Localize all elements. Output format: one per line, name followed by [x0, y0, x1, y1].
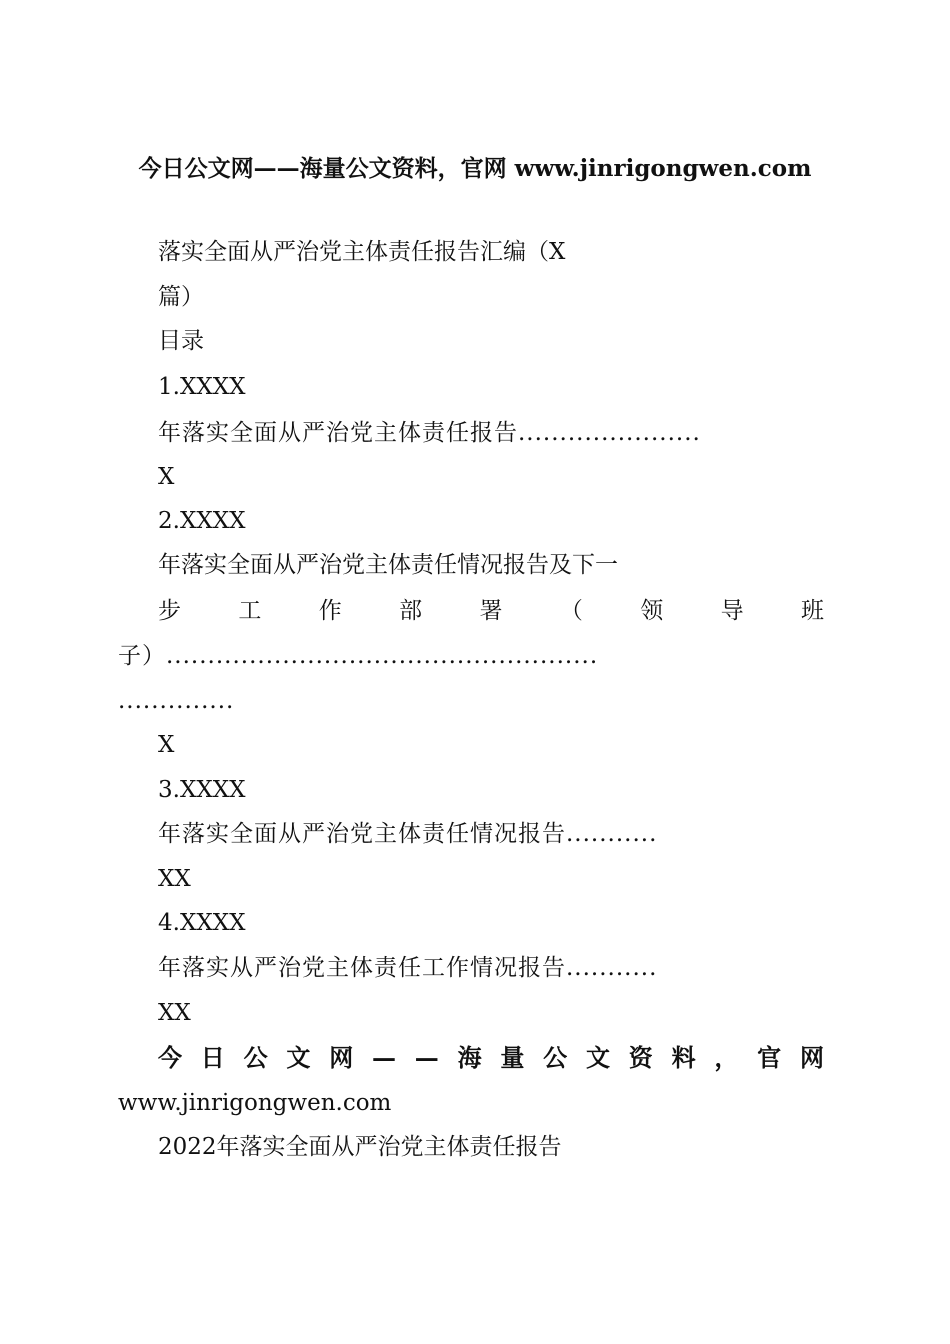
site-banner-char: ，: [714, 1043, 739, 1072]
toc-item-2-char: 班: [801, 598, 824, 624]
site-banner-char: 日: [200, 1043, 225, 1072]
toc-item-2-char: 步: [158, 598, 181, 624]
toc-item-2-char: 导: [720, 598, 744, 624]
site-banner-char: —: [414, 1043, 439, 1072]
toc-item-2-char: 部: [399, 598, 423, 624]
site-banner-char: 资: [628, 1043, 653, 1072]
toc-item-2-char: （: [559, 598, 583, 624]
site-banner-justified: [158, 1043, 824, 1072]
toc-item-2-char: 署: [479, 598, 503, 624]
site-banner-char: 官: [757, 1043, 782, 1072]
site-banner-char: 网: [329, 1043, 354, 1072]
site-banner-char: 海: [457, 1043, 482, 1072]
toc-item-3-page: XX: [158, 866, 191, 892]
toc-item-2-page: X: [158, 732, 175, 758]
site-banner-char: 文: [286, 1043, 311, 1072]
toc-item-3-number: 3.XXXX: [158, 777, 246, 803]
site-banner-char: 公: [543, 1043, 568, 1072]
toc-item-1-page: X: [158, 464, 175, 490]
toc-item-2-text: 年落实全面从严治党主体责任情况报告及下一: [158, 552, 618, 578]
site-banner-char: 网: [799, 1043, 824, 1072]
section-title: 2022年落实全面从严治党主体责任报告: [158, 1134, 562, 1160]
toc-item-2-continuation-justified: [158, 600, 824, 623]
toc-item-2-continuation-line3: ..............: [118, 688, 235, 714]
doc-title-line2: 篇）: [158, 284, 204, 310]
toc-item-3-text: 年落实全面从严治党主体责任情况报告...........: [158, 821, 658, 847]
site-banner-url: www.jinrigongwen.com: [118, 1090, 392, 1116]
site-banner-char: 今: [158, 1043, 182, 1072]
site-banner-char: 文: [585, 1043, 610, 1072]
toc-item-4-page: XX: [158, 1000, 191, 1026]
toc-heading: 目录: [158, 328, 204, 354]
toc-item-2-continuation-line2: 子）....................................................: [118, 643, 599, 669]
toc-item-4-number: 4.XXXX: [158, 910, 246, 936]
doc-title-line1: 落实全面从严治党主体责任报告汇编（X: [158, 239, 566, 265]
toc-item-2-number: 2.XXXX: [158, 508, 246, 534]
toc-item-2-char: 领: [640, 598, 664, 624]
site-banner-char: 料: [671, 1043, 696, 1072]
toc-item-1-text: 年落实全面从严治党主体责任报告......................: [158, 420, 701, 446]
toc-item-1-number: 1.XXXX: [158, 374, 246, 400]
toc-item-2-char: 作: [318, 598, 342, 624]
toc-item-2-char: 工: [238, 598, 262, 624]
page-header-title: 今日公文网——海量公文资料，官网 www.jinrigongwen.com: [138, 155, 812, 182]
site-banner-char: 量: [500, 1043, 525, 1072]
site-banner-char: —: [371, 1043, 396, 1072]
toc-item-4-text: 年落实从严治党主体责任工作情况报告...........: [158, 955, 658, 981]
site-banner-char: 公: [243, 1043, 268, 1072]
